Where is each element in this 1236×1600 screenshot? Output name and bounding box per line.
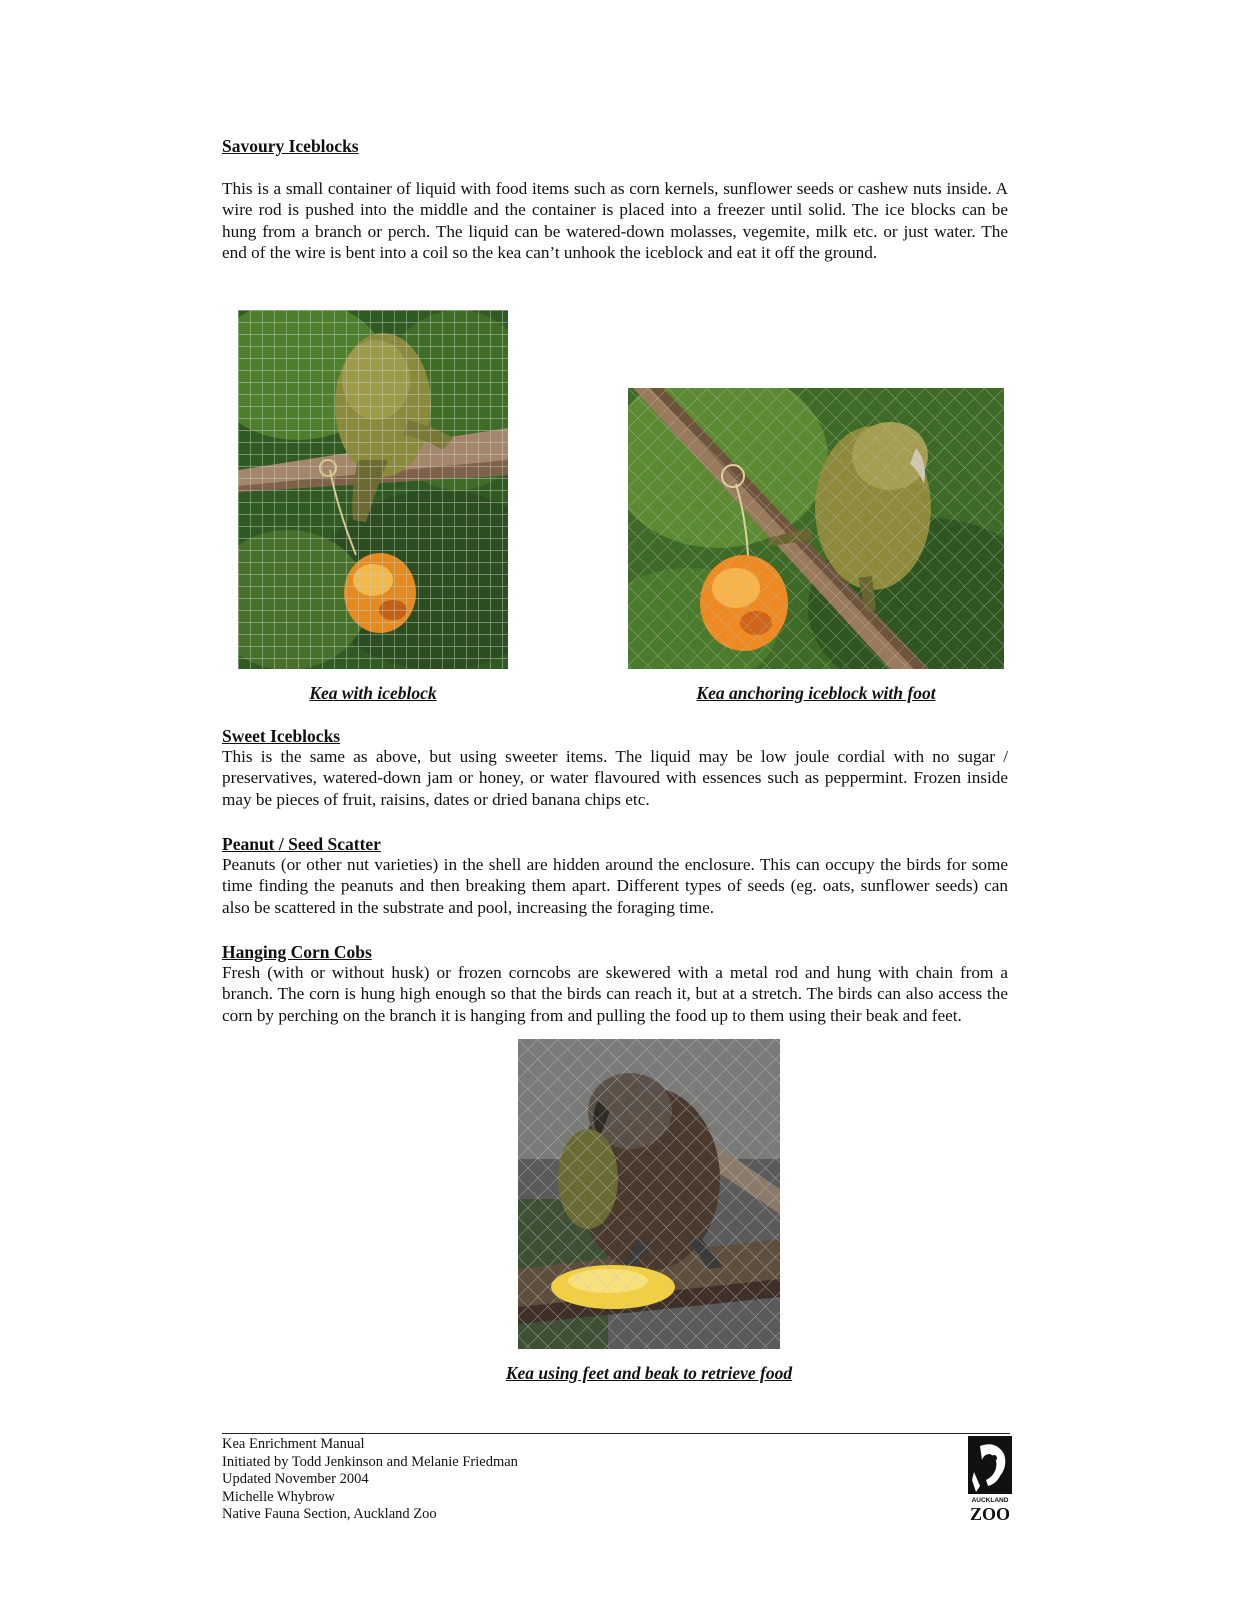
footer-line-updated: Updated November 2004	[222, 1471, 369, 1487]
logo-text-auckland: AUCKLAND	[971, 1497, 1009, 1504]
section-heading-hanging-corn-cobs: Hanging Corn Cobs	[222, 942, 372, 962]
photo-kea-with-iceblock	[238, 310, 508, 669]
section-heading-sweet-iceblocks: Sweet Iceblocks	[222, 726, 341, 746]
caption-photo-kea-anchoring-iceblock: Kea anchoring iceblock with foot	[696, 683, 936, 703]
footer-divider	[222, 1433, 1010, 1434]
caption-photo-kea-with-iceblock: Kea with iceblock	[309, 683, 437, 703]
footer-text	[222, 1436, 518, 1524]
footer-line-manual-title: Kea Enrichment Manual	[222, 1436, 365, 1452]
photo-kea-retrieving-food	[518, 1039, 780, 1349]
footer-line-author: Michelle Whybrow	[222, 1488, 335, 1505]
paragraph-peanut-seed-scatter: Peanuts (or other nut varieties) in the shell are hidden around the enclosure. This can occupy the birds for some time finding the peanuts and then breaking them apart. Different types of seeds (eg. oats, sunflower seeds) can also be scattered in the substrate and pool, increasing the foraging time.	[222, 855, 1008, 917]
caption-photo-kea-retrieving-food: Kea using feet and beak to retrieve food	[505, 1363, 793, 1383]
auckland-zoo-logo	[966, 1436, 1014, 1524]
section-heading-savoury-iceblocks: Savoury Iceblocks	[222, 136, 359, 156]
paragraph-hanging-corn-cobs: Fresh (with or without husk) or frozen corncobs are skewered with a metal rod and hung with chain from a branch. The corn is hung high enough so that the birds can reach it, but at a stretch. The birds can also access the corn by perching on the branch it is hanging from and pulling the food up to them using their beak and feet.	[222, 963, 1008, 1025]
photo-kea-anchoring-iceblock	[628, 388, 1004, 669]
footer-line-initiated-by: Initiated by Todd Jenkinson and Melanie Friedman	[222, 1453, 518, 1470]
paragraph-sweet-iceblocks: This is the same as above, but using sweeter items. The liquid may be low joule cordial with no sugar / preservatives, watered-down jam or honey, or water flavoured with essences such as peppermint. Frozen inside may be pieces of fruit, raisins, dates or dried banana chips etc.	[222, 747, 1008, 809]
section-heading-peanut-seed-scatter: Peanut / Seed Scatter	[222, 834, 381, 854]
logo-text-zoo: ZOO	[969, 1504, 1011, 1524]
footer-line-section: Native Fauna Section, Auckland Zoo	[222, 1506, 437, 1522]
paragraph-savoury-iceblocks: This is a small container of liquid with food items such as corn kernels, sunflower seeds or cashew nuts inside. A wire rod is pushed into the middle and the container is placed into a freezer until solid. The ice blocks can be hung from a branch or perch. The liquid can be watered-down molasses, vegemite, milk etc. or just water. The end of the wire is bent into a coil so the kea can’t unhook the iceblock and eat it off the ground.	[222, 179, 1008, 263]
